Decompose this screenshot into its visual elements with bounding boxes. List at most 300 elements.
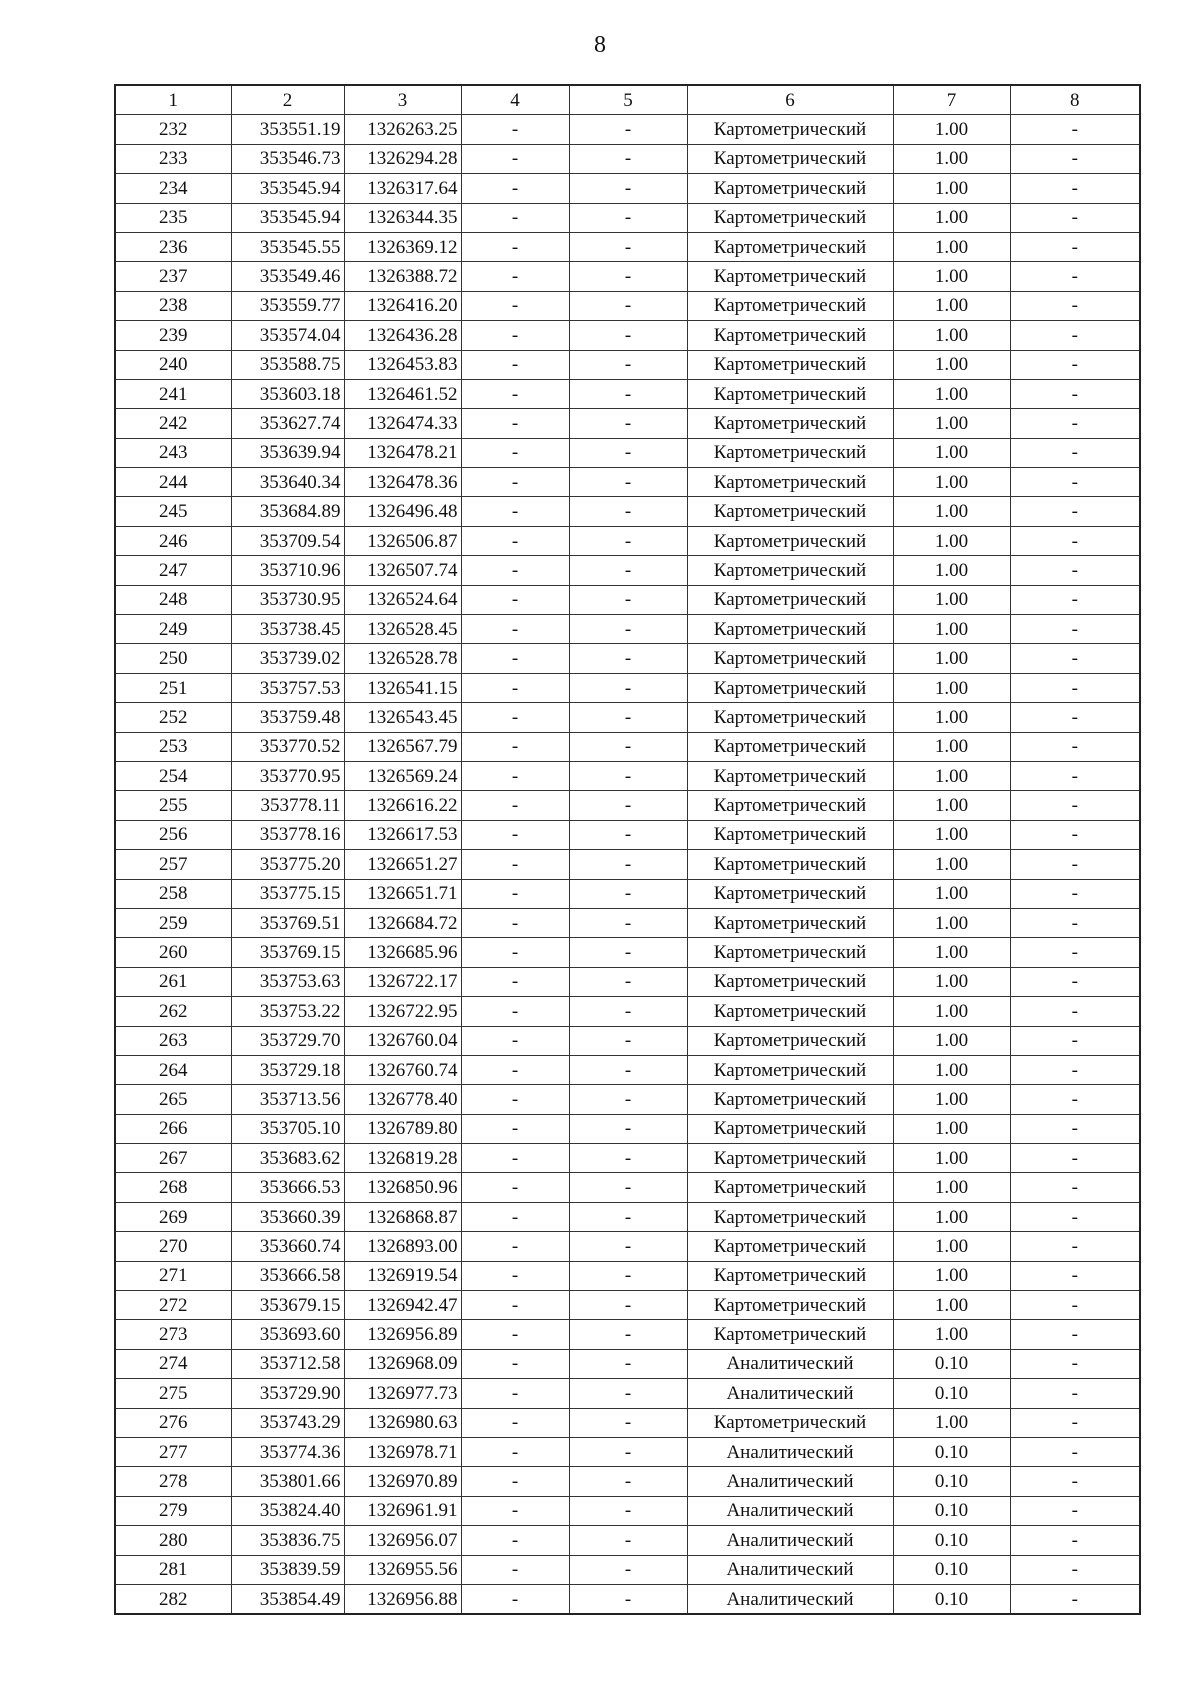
y-coordinate-cell: 1326478.21 [344,438,461,467]
accuracy-cell: 1.00 [893,585,1010,614]
column-4-cell: - [461,644,569,673]
x-coordinate-cell: 353545.94 [231,174,344,203]
table-row [115,1408,1140,1437]
x-coordinate-cell: 353778.11 [231,791,344,820]
y-coordinate-cell: 1326956.89 [344,1320,461,1349]
column-5-cell: - [569,1202,687,1231]
method-cell: Аналитический [687,1349,893,1378]
method-cell: Картометрический [687,997,893,1026]
column-8-cell: - [1010,967,1140,996]
y-coordinate-cell: 1326616.22 [344,791,461,820]
column-4-cell: - [461,262,569,291]
column-8-cell: - [1010,526,1140,555]
point-number-cell: 262 [115,997,231,1026]
method-cell: Картометрический [687,1144,893,1173]
column-5-cell: - [569,761,687,790]
y-coordinate-cell: 1326528.78 [344,644,461,673]
column-8-cell: - [1010,1408,1140,1437]
method-cell: Картометрический [687,115,893,144]
table-row [115,1526,1140,1555]
column-8-cell: - [1010,1555,1140,1584]
table-row [115,1114,1140,1143]
column-8-cell: - [1010,1055,1140,1084]
column-5-cell: - [569,820,687,849]
column-4-cell: - [461,938,569,967]
y-coordinate-cell: 1326461.52 [344,379,461,408]
x-coordinate-cell: 353549.46 [231,262,344,291]
y-coordinate-cell: 1326651.71 [344,879,461,908]
table-row [115,115,1140,144]
column-4-cell: - [461,468,569,497]
x-coordinate-cell: 353729.18 [231,1055,344,1084]
column-4-cell: - [461,1496,569,1525]
method-cell: Картометрический [687,379,893,408]
column-4-cell: - [461,174,569,203]
method-cell: Картометрический [687,1173,893,1202]
table-row [115,526,1140,555]
y-coordinate-cell: 1326344.35 [344,203,461,232]
method-cell: Аналитический [687,1379,893,1408]
column-8-cell: - [1010,1114,1140,1143]
column-4-cell: - [461,1232,569,1261]
table-row [115,615,1140,644]
y-coordinate-cell: 1326760.04 [344,1026,461,1055]
column-5-cell: - [569,1379,687,1408]
column-4-cell: - [461,1085,569,1114]
method-cell: Картометрический [687,232,893,261]
column-5-cell: - [569,1584,687,1614]
method-cell: Аналитический [687,1496,893,1525]
table-row [115,321,1140,350]
table-row [115,174,1140,203]
point-number-cell: 265 [115,1085,231,1114]
column-5-cell: - [569,262,687,291]
point-number-cell: 248 [115,585,231,614]
accuracy-cell: 1.00 [893,850,1010,879]
y-coordinate-cell: 1326541.15 [344,673,461,702]
x-coordinate-cell: 353603.18 [231,379,344,408]
column-header: 5 [569,85,687,115]
table-row [115,673,1140,702]
column-8-cell: - [1010,468,1140,497]
accuracy-cell: 1.00 [893,1202,1010,1231]
method-cell: Картометрический [687,615,893,644]
y-coordinate-cell: 1326977.73 [344,1379,461,1408]
method-cell: Картометрический [687,732,893,761]
point-number-cell: 233 [115,144,231,173]
table-row [115,908,1140,937]
column-4-cell: - [461,526,569,555]
method-cell: Картометрический [687,291,893,320]
accuracy-cell: 1.00 [893,468,1010,497]
column-8-cell: - [1010,908,1140,937]
x-coordinate-cell: 353666.58 [231,1261,344,1290]
x-coordinate-cell: 353839.59 [231,1555,344,1584]
table-row [115,967,1140,996]
accuracy-cell: 1.00 [893,1173,1010,1202]
column-8-cell: - [1010,1496,1140,1525]
y-coordinate-cell: 1326978.71 [344,1437,461,1466]
column-8-cell: - [1010,350,1140,379]
y-coordinate-cell: 1326543.45 [344,703,461,732]
accuracy-cell: 0.10 [893,1584,1010,1614]
table-row [115,1173,1140,1202]
x-coordinate-cell: 353824.40 [231,1496,344,1525]
column-4-cell: - [461,1437,569,1466]
point-number-cell: 266 [115,1114,231,1143]
x-coordinate-cell: 353683.62 [231,1144,344,1173]
table-row [115,644,1140,673]
x-coordinate-cell: 353627.74 [231,409,344,438]
accuracy-cell: 1.00 [893,291,1010,320]
table-row [115,1467,1140,1496]
column-5-cell: - [569,468,687,497]
column-5-cell: - [569,409,687,438]
column-5-cell: - [569,908,687,937]
column-5-cell: - [569,967,687,996]
point-number-cell: 254 [115,761,231,790]
y-coordinate-cell: 1326294.28 [344,144,461,173]
accuracy-cell: 1.00 [893,1320,1010,1349]
accuracy-cell: 1.00 [893,673,1010,702]
y-coordinate-cell: 1326722.95 [344,997,461,1026]
y-coordinate-cell: 1326453.83 [344,350,461,379]
column-5-cell: - [569,732,687,761]
column-4-cell: - [461,438,569,467]
method-cell: Аналитический [687,1526,893,1555]
table-row [115,1320,1140,1349]
method-cell: Картометрический [687,497,893,526]
x-coordinate-cell: 353759.48 [231,703,344,732]
y-coordinate-cell: 1326524.64 [344,585,461,614]
column-4-cell: - [461,1526,569,1555]
method-cell: Картометрический [687,350,893,379]
column-4-cell: - [461,497,569,526]
accuracy-cell: 1.00 [893,1408,1010,1437]
x-coordinate-cell: 353801.66 [231,1467,344,1496]
column-8-cell: - [1010,1526,1140,1555]
accuracy-cell: 1.00 [893,144,1010,173]
point-number-cell: 273 [115,1320,231,1349]
accuracy-cell: 1.00 [893,703,1010,732]
column-4-cell: - [461,1320,569,1349]
column-header: 4 [461,85,569,115]
x-coordinate-cell: 353775.20 [231,850,344,879]
column-8-cell: - [1010,262,1140,291]
point-number-cell: 239 [115,321,231,350]
column-8-cell: - [1010,291,1140,320]
point-number-cell: 256 [115,820,231,849]
x-coordinate-cell: 353730.95 [231,585,344,614]
column-5-cell: - [569,1085,687,1114]
y-coordinate-cell: 1326722.17 [344,967,461,996]
point-number-cell: 264 [115,1055,231,1084]
column-8-cell: - [1010,673,1140,702]
column-4-cell: - [461,1408,569,1437]
point-number-cell: 267 [115,1144,231,1173]
table-row [115,1261,1140,1290]
method-cell: Картометрический [687,938,893,967]
column-8-cell: - [1010,1379,1140,1408]
column-4-cell: - [461,1291,569,1320]
column-8-cell: - [1010,321,1140,350]
table-row [115,1584,1140,1614]
column-header: 3 [344,85,461,115]
y-coordinate-cell: 1326369.12 [344,232,461,261]
column-4-cell: - [461,1467,569,1496]
accuracy-cell: 0.10 [893,1467,1010,1496]
column-4-cell: - [461,321,569,350]
point-number-cell: 238 [115,291,231,320]
x-coordinate-cell: 353729.70 [231,1026,344,1055]
column-5-cell: - [569,644,687,673]
point-number-cell: 269 [115,1202,231,1231]
table-row [115,879,1140,908]
x-coordinate-cell: 353684.89 [231,497,344,526]
method-cell: Аналитический [687,1584,893,1614]
point-number-cell: 246 [115,526,231,555]
x-coordinate-cell: 353757.53 [231,673,344,702]
column-4-cell: - [461,1055,569,1084]
column-8-cell: - [1010,703,1140,732]
y-coordinate-cell: 1326778.40 [344,1085,461,1114]
point-number-cell: 260 [115,938,231,967]
x-coordinate-cell: 353588.75 [231,350,344,379]
accuracy-cell: 1.00 [893,556,1010,585]
accuracy-cell: 1.00 [893,879,1010,908]
method-cell: Картометрический [687,1232,893,1261]
column-5-cell: - [569,232,687,261]
column-5-cell: - [569,144,687,173]
column-8-cell: - [1010,409,1140,438]
method-cell: Картометрический [687,644,893,673]
method-cell: Картометрический [687,908,893,937]
point-number-cell: 241 [115,379,231,408]
table-row [115,438,1140,467]
page-number: 8 [594,32,606,58]
x-coordinate-cell: 353660.39 [231,1202,344,1231]
accuracy-cell: 1.00 [893,644,1010,673]
column-4-cell: - [461,1114,569,1143]
point-number-cell: 245 [115,497,231,526]
point-number-cell: 279 [115,1496,231,1525]
y-coordinate-cell: 1326651.27 [344,850,461,879]
y-coordinate-cell: 1326436.28 [344,321,461,350]
column-5-cell: - [569,174,687,203]
y-coordinate-cell: 1326789.80 [344,1114,461,1143]
y-coordinate-cell: 1326850.96 [344,1173,461,1202]
column-5-cell: - [569,526,687,555]
x-coordinate-cell: 353660.74 [231,1232,344,1261]
x-coordinate-cell: 353639.94 [231,438,344,467]
accuracy-cell: 0.10 [893,1496,1010,1525]
column-4-cell: - [461,379,569,408]
column-4-cell: - [461,291,569,320]
column-8-cell: - [1010,1320,1140,1349]
method-cell: Картометрический [687,703,893,732]
y-coordinate-cell: 1326388.72 [344,262,461,291]
method-cell: Картометрический [687,1114,893,1143]
x-coordinate-cell: 353769.51 [231,908,344,937]
column-header: 2 [231,85,344,115]
column-5-cell: - [569,350,687,379]
method-cell: Картометрический [687,673,893,702]
method-cell: Картометрический [687,791,893,820]
column-8-cell: - [1010,615,1140,644]
accuracy-cell: 1.00 [893,1085,1010,1114]
accuracy-cell: 0.10 [893,1437,1010,1466]
x-coordinate-cell: 353679.15 [231,1291,344,1320]
x-coordinate-cell: 353743.29 [231,1408,344,1437]
accuracy-cell: 1.00 [893,732,1010,761]
column-5-cell: - [569,703,687,732]
column-5-cell: - [569,850,687,879]
point-number-cell: 255 [115,791,231,820]
method-cell: Картометрический [687,761,893,790]
point-number-cell: 282 [115,1584,231,1614]
point-number-cell: 257 [115,850,231,879]
method-cell: Картометрический [687,967,893,996]
method-cell: Картометрический [687,1026,893,1055]
point-number-cell: 280 [115,1526,231,1555]
accuracy-cell: 0.10 [893,1555,1010,1584]
point-number-cell: 278 [115,1467,231,1496]
column-8-cell: - [1010,556,1140,585]
point-number-cell: 277 [115,1437,231,1466]
y-coordinate-cell: 1326919.54 [344,1261,461,1290]
column-8-cell: - [1010,232,1140,261]
point-number-cell: 258 [115,879,231,908]
accuracy-cell: 1.00 [893,1114,1010,1143]
column-8-cell: - [1010,585,1140,614]
accuracy-cell: 1.00 [893,938,1010,967]
column-8-cell: - [1010,115,1140,144]
column-header: 6 [687,85,893,115]
accuracy-cell: 1.00 [893,321,1010,350]
table-row [115,791,1140,820]
accuracy-cell: 1.00 [893,1026,1010,1055]
point-number-cell: 253 [115,732,231,761]
column-4-cell: - [461,556,569,585]
column-8-cell: - [1010,761,1140,790]
column-4-cell: - [461,1379,569,1408]
x-coordinate-cell: 353713.56 [231,1085,344,1114]
column-5-cell: - [569,938,687,967]
column-5-cell: - [569,438,687,467]
column-5-cell: - [569,1496,687,1525]
x-coordinate-cell: 353769.15 [231,938,344,967]
method-cell: Картометрический [687,1261,893,1290]
method-cell: Аналитический [687,1467,893,1496]
y-coordinate-cell: 1326684.72 [344,908,461,937]
method-cell: Картометрический [687,468,893,497]
table-row [115,1144,1140,1173]
method-cell: Картометрический [687,262,893,291]
column-4-cell: - [461,908,569,937]
table-row [115,291,1140,320]
method-cell: Картометрический [687,1055,893,1084]
point-number-cell: 268 [115,1173,231,1202]
column-5-cell: - [569,1114,687,1143]
column-4-cell: - [461,820,569,849]
column-5-cell: - [569,1173,687,1202]
accuracy-cell: 1.00 [893,967,1010,996]
column-8-cell: - [1010,732,1140,761]
y-coordinate-cell: 1326868.87 [344,1202,461,1231]
method-cell: Картометрический [687,321,893,350]
x-coordinate-cell: 353836.75 [231,1526,344,1555]
header-row [115,85,1140,115]
column-5-cell: - [569,1261,687,1290]
table-row [115,350,1140,379]
y-coordinate-cell: 1326760.74 [344,1055,461,1084]
column-4-cell: - [461,1026,569,1055]
point-number-cell: 235 [115,203,231,232]
column-8-cell: - [1010,850,1140,879]
accuracy-cell: 1.00 [893,262,1010,291]
accuracy-cell: 1.00 [893,1232,1010,1261]
column-4-cell: - [461,1349,569,1378]
column-8-cell: - [1010,1202,1140,1231]
point-number-cell: 281 [115,1555,231,1584]
method-cell: Картометрический [687,203,893,232]
x-coordinate-cell: 353854.49 [231,1584,344,1614]
y-coordinate-cell: 1326685.96 [344,938,461,967]
point-number-cell: 232 [115,115,231,144]
column-5-cell: - [569,791,687,820]
y-coordinate-cell: 1326567.79 [344,732,461,761]
column-header: 1 [115,85,231,115]
table-row [115,497,1140,526]
column-8-cell: - [1010,1437,1140,1466]
column-5-cell: - [569,1526,687,1555]
accuracy-cell: 1.00 [893,379,1010,408]
x-coordinate-cell: 353753.63 [231,967,344,996]
table-row [115,1496,1140,1525]
x-coordinate-cell: 353778.16 [231,820,344,849]
method-cell: Картометрический [687,585,893,614]
column-5-cell: - [569,556,687,585]
column-5-cell: - [569,1349,687,1378]
point-number-cell: 263 [115,1026,231,1055]
accuracy-cell: 1.00 [893,615,1010,644]
table-row [115,850,1140,879]
column-4-cell: - [461,673,569,702]
accuracy-cell: 0.10 [893,1526,1010,1555]
column-4-cell: - [461,115,569,144]
column-4-cell: - [461,879,569,908]
accuracy-cell: 1.00 [893,115,1010,144]
accuracy-cell: 1.00 [893,997,1010,1026]
column-8-cell: - [1010,938,1140,967]
column-8-cell: - [1010,1173,1140,1202]
x-coordinate-cell: 353705.10 [231,1114,344,1143]
table-row [115,585,1140,614]
coordinates-table [114,84,1141,1615]
column-8-cell: - [1010,1026,1140,1055]
point-number-cell: 261 [115,967,231,996]
table-row [115,1437,1140,1466]
column-4-cell: - [461,997,569,1026]
x-coordinate-cell: 353545.94 [231,203,344,232]
y-coordinate-cell: 1326980.63 [344,1408,461,1437]
column-5-cell: - [569,1408,687,1437]
x-coordinate-cell: 353640.34 [231,468,344,497]
accuracy-cell: 1.00 [893,438,1010,467]
column-4-cell: - [461,703,569,732]
column-5-cell: - [569,1291,687,1320]
accuracy-cell: 1.00 [893,1291,1010,1320]
